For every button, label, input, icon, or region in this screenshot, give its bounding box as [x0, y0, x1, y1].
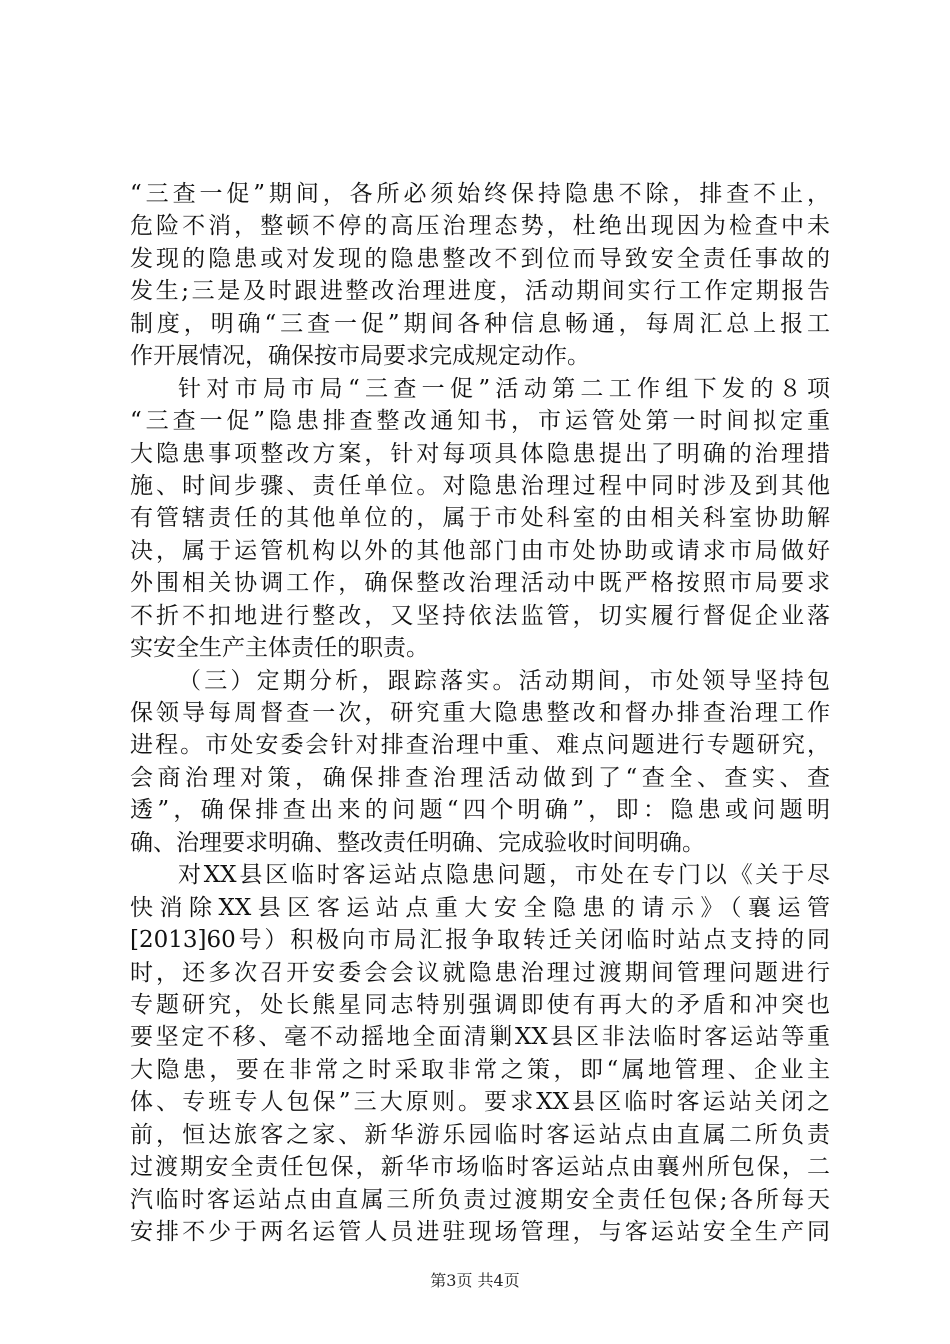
text-line: （三）定期分析，跟踪落实。活动期间，市处领导坚持包 — [178, 667, 830, 694]
text-line: 决，属于运管机构以外的其他部门由市处协助或请求市局做好 — [130, 537, 830, 564]
text-line: 体、专班专人包保”三大原则。要求XX县区临时客运站关闭之 — [130, 1089, 830, 1116]
text-line: 外围相关协调工作，确保整改治理活动中既严格按照市局要求 — [130, 570, 830, 597]
text-line: 会商治理对策，确保排查治理活动做到了“查全、查实、查 — [130, 764, 830, 791]
text-line: 制度，明确“三查一促”期间各种信息畅通，每周汇总上报工 — [130, 310, 830, 337]
text-line: 不折不扣地进行整改，又坚持依法监管，切实履行督促企业落 — [130, 602, 830, 629]
text-line: 保领导每周督查一次，研究重大隐患整改和督办排查治理工作 — [130, 700, 830, 726]
text-line: 实安全生产主体责任的职责。 — [130, 635, 429, 662]
text-line: 危险不消，整顿不停的高压治理态势，杜绝出现因为检查中未 — [130, 213, 830, 240]
text-line: 要坚定不移、毫不动摇地全面清剿XX县区非法临时客运站等重 — [130, 1024, 830, 1051]
text-line: 快消除XX县区客运站点重大安全隐患的请示》（襄运管 — [130, 894, 830, 921]
text-line: 汽临时客运站点由直属三所负责过渡期安全责任包保;各所每天 — [130, 1186, 830, 1213]
text-line: 前，恒达旅客之家、新华游乐园临时客运站点由直属二所负责 — [130, 1121, 830, 1148]
text-line: 时，还多次召开安委会会议就隐患治理过渡期间管理问题进行 — [130, 959, 830, 986]
text-line: 透”，确保排查出来的问题“四个明确”，即：隐患或问题明 — [130, 797, 830, 824]
text-line: [2013]60号）积极向市局汇报争取转迁关闭临时站点支持的同 — [130, 927, 830, 954]
text-line: 专题研究，处长熊星同志特别强调即使有再大的矛盾和冲突也 — [130, 991, 830, 1018]
text-line: “三查一促”隐患排查整改通知书，市运管处第一时间拟定重 — [130, 408, 830, 435]
text-line: 作开展情况，确保按市局要求完成规定动作。 — [130, 343, 590, 370]
text-line: 过渡期安全责任包保，新华市场临时客运站点由襄州所包保，二 — [130, 1154, 830, 1181]
text-line: 施、时间步骤、责任单位。对隐患治理过程中同时涉及到其他 — [130, 472, 830, 499]
text-line: 有管辖责任的其他单位的，属于市处科室的由相关科室协助解 — [130, 505, 830, 532]
text-line: 进程。市处安委会针对排查治理中重、难点问题进行专题研究， — [130, 732, 830, 759]
text-line: 确、治理要求明确、整改责任明确、完成验收时间明确。 — [130, 829, 705, 856]
page-footer: 第3页 共4页 — [430, 1271, 520, 1290]
text-line: 大隐患，要在非常之时采取非常之策，即“属地管理、企业主 — [130, 1056, 830, 1083]
text-line: “三查一促”期间，各所必须始终保持隐患不除，排查不止， — [130, 181, 830, 207]
text-line: 对XX县区临时客运站点隐患问题，市处在专门以《关于尽 — [178, 862, 830, 889]
text-line: 大隐患事项整改方案，针对每项具体隐患提出了明确的治理措 — [130, 440, 830, 467]
text-line: 安排不少于两名运管人员进驻现场管理，与客运站安全生产同 — [130, 1219, 830, 1245]
text-line: 发生;三是及时跟进整改治理进度，活动期间实行工作定期报告 — [130, 278, 830, 305]
text-line: 发现的隐患或对发现的隐患整改不到位而导致安全责任事故的 — [130, 245, 830, 272]
document-body — [130, 178, 830, 1248]
text-line: 针对市局市局“三查一促”活动第二工作组下发的８项 — [178, 375, 830, 402]
